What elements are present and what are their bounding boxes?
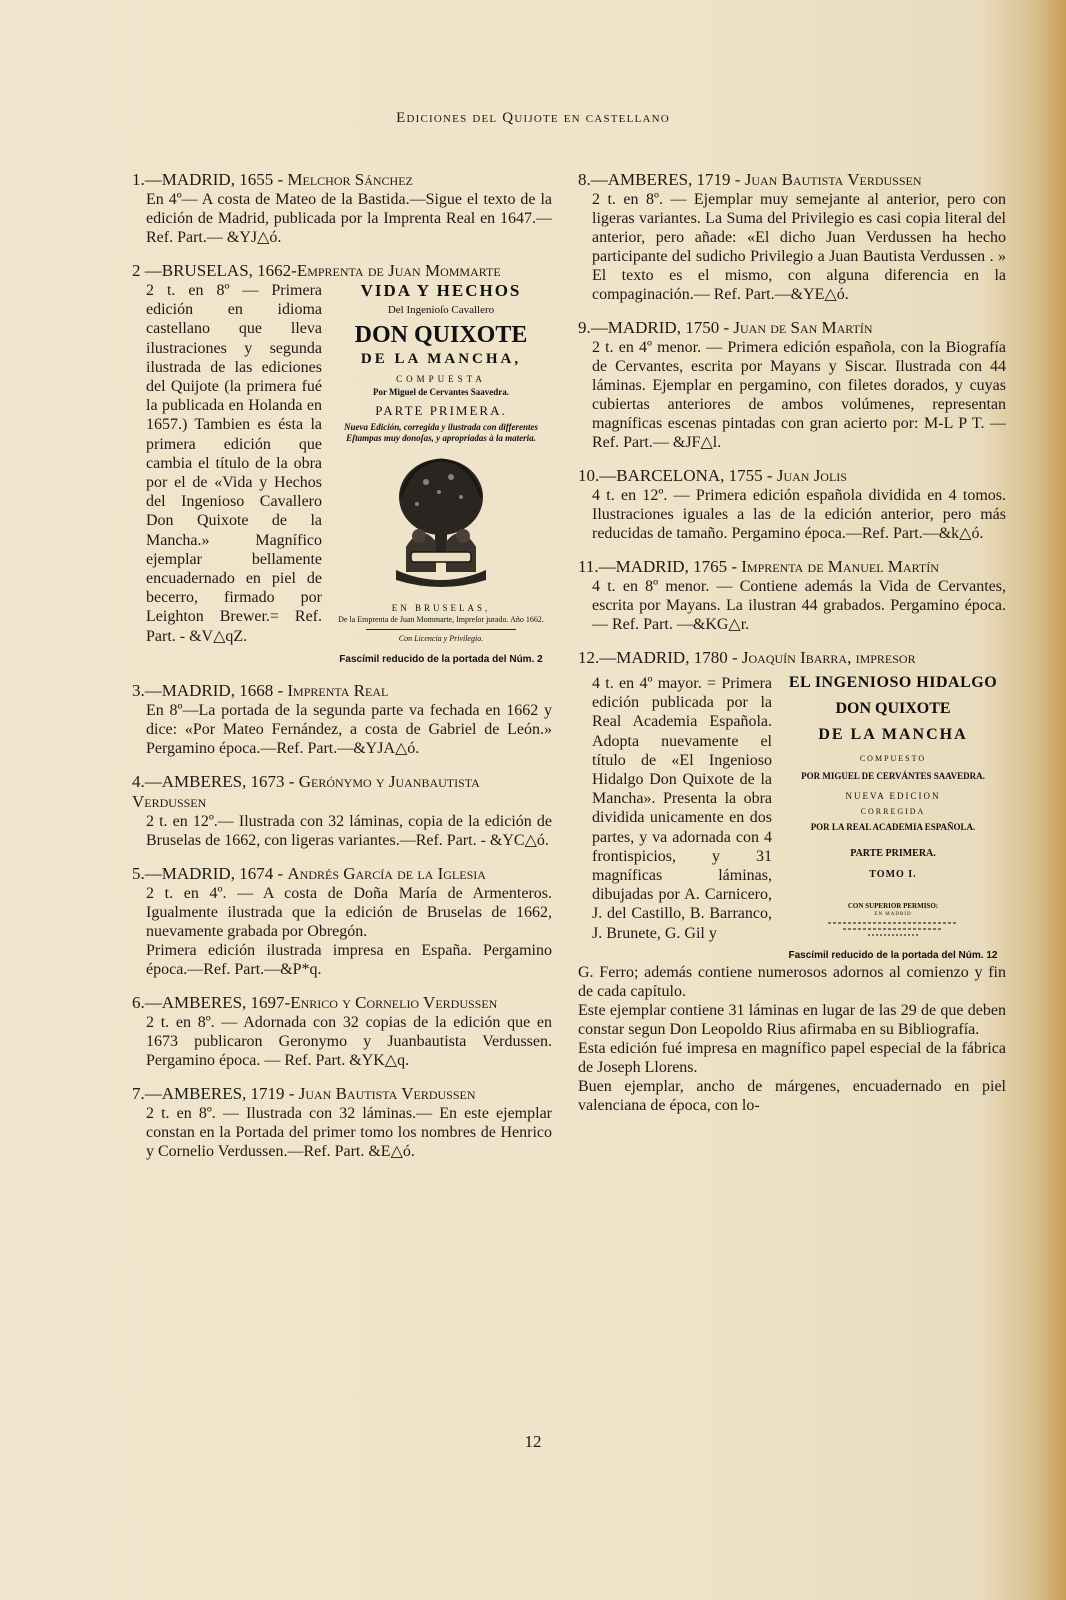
catalog-entry-4 (132, 772, 552, 850)
entry-separator: - (273, 864, 288, 883)
left-column (132, 170, 552, 1175)
fine-print-imprint-icon (818, 919, 968, 939)
entry-separator: - (730, 170, 745, 189)
entry-number: 2 — (132, 261, 162, 280)
facsimile-title-line: DE LA MANCHA, (360, 351, 522, 367)
entry-number: 1.— (132, 170, 162, 189)
entry-place: AMBERES, 1697- (161, 993, 291, 1012)
entry-heading (578, 318, 1006, 338)
figure-caption: Fascímil reducido de la portada del Núm. 12 (788, 950, 998, 961)
facsimile-license-line: Con Licencia y Privilegio. (398, 634, 484, 643)
entry-with-figure (132, 281, 552, 667)
facsimile-author-line: POR MIGUEL DE CERVÁNTES SAAVEDRA. (801, 771, 985, 781)
facsimile-author-line: Por Miguel de Cervantes Saavedra. (372, 387, 510, 397)
entry-text: 4 t. en 4º mayor. = Primera edición publicada por la Real Academia Española. Adopta nuevamente el título de «El Ingenioso Hidalgo Don Quixote de la Mancha». Presenta la obra dividida unicamente en dos partes, y va adornada con 4 frontispicios, y 31 magníficas láminas, dibujadas por A. Carnicero, J. del Castillo, B. Barranco, J. Brunete, G. Gil y (592, 675, 772, 942)
entry-text-continued: Este ejemplar contiene 31 láminas en lugar de las 29 de que deben constar segun Don Leopoldo Rius afirmaba en su Bibliografía. (578, 1002, 1006, 1038)
title-page-facsimile-1662 (332, 281, 550, 667)
entry-number: 3.— (132, 681, 162, 700)
entry-text: 2 t. en 8º. — Adornada con 32 copias de la edición que en 1673 publicaron Geronymo y Juanbautista Verdussen. Pergamino época. — Ref. Part. &YK△q. (146, 1014, 552, 1069)
entry-text-continued: G. Ferro; además contiene numerosos adornos al comienzo y fin de cada capítulo. (578, 964, 1006, 1000)
entry-separator: - (762, 466, 777, 485)
entry-place: AMBERES, 1719 (161, 1084, 285, 1103)
entry-heading (578, 557, 1006, 577)
facsimile-imprint-printer: De la Emprenta de Juan Mommarte, Impreſor jurado. Año 1662. (338, 615, 544, 624)
entry-separator: - (284, 1084, 299, 1103)
entry-printer: Juan Bautista Verdussen (298, 1084, 476, 1103)
entry-text: 2 t. en 4º. — A costa de Doña María de Armenteros. Igualmente ilustrada que la edición de Bruselas de 1662, nuevamente grabada por Obregón. (146, 885, 552, 940)
entry-place: MADRID, 1674 (161, 864, 274, 883)
entry-text: 4 t. en 12º. — Primera edición española dividida en 4 tomos. Ilustraciones iguales a las de la edición anterior, pero más reducidas de tamaño. Pergamino época.—Ref. Part.—&k△ó. (592, 487, 1006, 542)
entry-printer: Enrico y Cornelio Verdussen (290, 993, 498, 1012)
entry-printer: Joaquín Ibarra, impresor (741, 648, 916, 667)
entry-number: 4.— (132, 772, 162, 791)
facsimile-imprint-place: EN MADRID (874, 912, 912, 917)
facsimile-edition-note: Nueva Edición, corregida y ilustrada con differentes Eſtampas muy donoſas, y apropriadas à la materia. (343, 422, 539, 443)
facsimile-title-line: Del Ingenioſo Cavallero (387, 304, 495, 316)
entry-place: MADRID, 1750 (607, 318, 720, 337)
entry-place: MADRID, 1655 (161, 170, 274, 189)
entry-text: 2 t. en 8º — Primera edición en idioma castellano que lleva ilustraciones y segunda ilustrada de las ediciones del Quijote (la primera fué la publicada en Holanda en 1657.) Tambien es ésta la primera edición que cambia el título de la obra por el de «Vida y Hechos del Ingenioso Cavallero Don Quixote de la Mancha.» Magnífico ejemplar bellamente encuadernado en piel de becerro, firmado por Leighton Brewer.= Ref. Part. - &V△qZ. (146, 282, 322, 645)
figure-caption: Fascímil reducido de la portada del Núm. 2 (339, 654, 543, 665)
entry-printer: Juan de San Martín (733, 318, 873, 337)
title-page-facsimile-1780 (782, 674, 1004, 963)
entry-text: 2 t. en 4º menor. — Primera edición española, con la Biografía de Cervantes, escrita por Mayans y Siscar. Ilustrada con 44 láminas. Ejemplar en pergamino, con filetes dorados, y cuyas cubiertas anteriores de ambos volúmenes, representan magníficas escenas pintadas con gran acierto por: M-L P T. — Ref. Part.— &JF△l. (592, 339, 1006, 451)
entry-text-continued: Buen ejemplar, ancho de márgenes, encuadernado en piel valenciana de época, con lo- (578, 1078, 1006, 1114)
entry-heading (132, 993, 552, 1013)
facsimile-title-line: TOMO I. (869, 869, 917, 880)
entry-number: 11.— (578, 557, 616, 576)
entry-printer: Andrés García de la Iglesia (287, 864, 486, 883)
facsimile-title-line: POR LA REAL ACADEMIA ESPAÑOLA. (810, 822, 976, 832)
entry-heading (132, 1084, 552, 1104)
entry-place: MADRID, 1780 (616, 648, 728, 667)
entry-separator: - (727, 557, 742, 576)
entry-heading (578, 170, 1006, 190)
entry-heading (578, 466, 1006, 486)
entry-text: 4 t. en 8º menor. — Contiene además la Vida de Cervantes, escrita por Mayans. La ilustran 44 grabados. Pergamino época. — Ref. Part. —&KG△r. (592, 578, 1006, 633)
entry-heading (132, 681, 552, 701)
facsimile-title-line: DON QUIXOTE (835, 700, 951, 717)
catalog-entry-9 (578, 318, 1006, 452)
facsimile-title-line: COMPUESTA (396, 374, 486, 384)
catalog-entry-5 (132, 864, 552, 979)
catalog-entry-11 (578, 557, 1006, 634)
entry-printer: Juan Bautista Verdussen (744, 170, 922, 189)
entry-heading (132, 261, 552, 281)
entry-with-figure (578, 674, 1006, 963)
facsimile-title-line: CORREGIDA (860, 807, 926, 816)
catalog-entry-2 (132, 261, 552, 667)
entry-separator: - (719, 318, 734, 337)
entry-place: BRUSELAS, 1662- (161, 261, 297, 280)
catalog-entry-6 (132, 993, 552, 1070)
entry-heading (132, 170, 552, 190)
entry-text: 2 t. en 8º. — Ilustrada con 32 láminas.— En este ejemplar constan en la Portada del primer tomo los nombres de Henrico y Cornelio Verdussen.—Ref. Part. &E△ó. (146, 1105, 552, 1160)
catalog-entry-10 (578, 466, 1006, 543)
facsimile-title-line: COMPUESTO (859, 754, 927, 763)
entry-separator: - (273, 681, 288, 700)
catalog-entry-3 (132, 681, 552, 758)
facsimile-title-line: PARTE PRIMERA. (375, 403, 507, 418)
entry-place: MADRID, 1765 (615, 557, 728, 576)
facsimile-permission-line: CON SUPERIOR PERMISO: (847, 902, 939, 910)
entry-number: 8.— (578, 170, 608, 189)
entry-heading (132, 864, 552, 884)
facsimile-title-line: VIDA Y HECHOS (360, 281, 522, 300)
entry-separator: - (273, 170, 288, 189)
entry-number: 12.— (578, 648, 617, 667)
entry-text: En 4º— A costa de Mateo de la Bastida.—Sigue el texto de la edición de Madrid, publicada por la Imprenta Real en 1647.—Ref. Part.— &YJ△ó. (146, 191, 552, 246)
entry-separator: - (727, 648, 742, 667)
catalog-entry-12 (578, 648, 1006, 1115)
catalog-entry-8 (578, 170, 1006, 304)
catalog-entry-7 (132, 1084, 552, 1161)
entry-separator: - (284, 772, 299, 791)
entry-place: MADRID, 1668 (161, 681, 274, 700)
facsimile-imprint-place: EN BRUSELAS, (391, 603, 491, 613)
entry-number: 6.— (132, 993, 162, 1012)
facsimile-title-line: NUEVA EDICION (845, 791, 941, 801)
entry-place: BARCELONA, 1755 (616, 466, 763, 485)
entry-printer: Gerónymo y Juanbautista Verdussen (132, 772, 480, 811)
entry-number: 5.— (132, 864, 162, 883)
entry-place: AMBERES, 1719 (607, 170, 731, 189)
running-header: Ediciones del Quijote en castellano (396, 110, 670, 126)
entry-text-continued: Primera edición ilustrada impresa en España. Pergamino época.—Ref. Part.—&P*q. (146, 942, 552, 978)
entry-printer: Emprenta de Juan Mommarte (296, 261, 501, 280)
entry-printer: Melchor Sánchez (287, 170, 413, 189)
divider-rule (366, 629, 516, 630)
entry-text-continued: Esta edición fué impresa en magnífico papel especial de la fábrica de Joseph Llorens. (578, 1040, 1006, 1076)
entry-printer: Imprenta de Manuel Martín (741, 557, 939, 576)
entry-heading (132, 772, 552, 812)
right-column (578, 170, 1006, 1129)
facsimile-title-line: EL INGENIOSO HIDALGO (788, 674, 998, 691)
entry-heading (578, 648, 1006, 668)
entry-number: 10.— (578, 466, 617, 485)
printers-mark-engraving-icon (381, 452, 501, 592)
entry-place: AMBERES, 1673 (161, 772, 285, 791)
entry-text: 2 t. en 8º. — Ejemplar muy semejante al anterior, pero con ligeras variantes. La Suma del Privilegio es casi copia literal del anterior, pero añade: «El dicho Juan Verdussen ha hecho participante del sudicho Privilegio a Juan Bautista Verdussen . » El texto es el mismo, con alguna diferencia en la compaginación.— Ref. Part.—&YE△ó. (592, 191, 1006, 303)
entry-printer: Juan Jolis (776, 466, 847, 485)
entry-printer: Imprenta Real (287, 681, 389, 700)
entry-number: 9.— (578, 318, 608, 337)
facsimile-title-line: PARTE PRIMERA. (850, 848, 936, 859)
entry-text: En 8º—La portada de la segunda parte va fechada en 1662 y dice: «Por Mateo Fernández, a costa de Gabriel de León.» Pergamino época.—Ref. Part.—&YJA△ó. (146, 702, 552, 757)
facsimile-title-line: DE LA MANCHA (818, 726, 968, 743)
entry-number: 7.— (132, 1084, 162, 1103)
catalog-entry-1 (132, 170, 552, 247)
facsimile-title-line: DON QUIXOTE (354, 322, 528, 348)
entry-text: 2 t. en 12º.— Ilustrada con 32 láminas, copia de la edición de Bruselas de 1662, con ligeras variantes.—Ref. Part. - &YC△ó. (146, 813, 552, 849)
page-number: 12 (524, 1432, 542, 1451)
